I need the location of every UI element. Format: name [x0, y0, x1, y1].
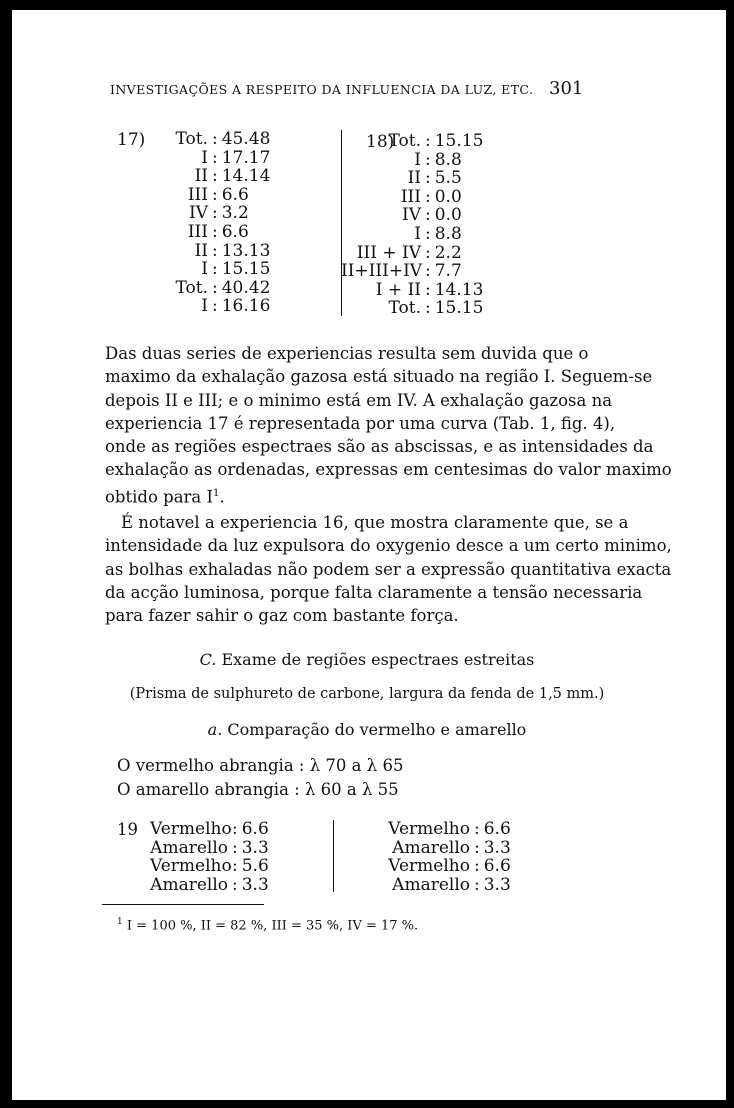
table-row — [150, 876, 302, 895]
row-value: 3.3 — [241, 874, 269, 895]
experiment-18-number: 18) — [366, 132, 395, 152]
row-value: 13.13 — [221, 240, 271, 261]
row-separator: : — [425, 223, 431, 244]
table-row — [341, 299, 515, 318]
row-value: 3.3 — [483, 874, 511, 895]
row-value: 5.5 — [434, 168, 462, 189]
row-label: II — [194, 166, 208, 187]
table-divider — [333, 820, 334, 892]
row-label: I — [414, 223, 421, 244]
paragraph-line: depois II e III; e o minimo está em IV. A exhalação gazosa na — [105, 390, 613, 410]
table-row — [341, 206, 515, 225]
row-label: Amarello — [150, 874, 228, 895]
paragraph-line: maximo da exhalação gazosa está situado na região I. Seguem-se — [105, 367, 653, 387]
row-separator: : — [425, 242, 431, 263]
row-value: 8.8 — [434, 223, 462, 244]
paragraph-line: exhalação as ordenadas, expressas em centesimas do valor maximo — [105, 460, 672, 480]
row-separator: : — [212, 147, 218, 168]
row-label: II — [407, 168, 421, 189]
row-label: Amarello — [392, 874, 470, 895]
section-subtitle: (Prisma de sulphureto de carbone, largura da fenda de 1,5 mm.) — [129, 686, 605, 702]
row-separator: : — [212, 240, 218, 261]
row-separator: : — [232, 856, 238, 877]
row-label: II — [194, 240, 208, 261]
row-separator: : — [212, 296, 218, 317]
row-value: 6.6 — [221, 221, 249, 242]
footnote — [117, 917, 418, 933]
table-row — [341, 132, 515, 151]
row-value: 0.0 — [434, 186, 462, 207]
table-row — [384, 876, 544, 895]
row-value: 6.6 — [241, 819, 269, 839]
row-value: 17.17 — [221, 147, 271, 168]
paragraph-line: para fazer sahir o gaz com bastante força. — [105, 606, 459, 626]
row-separator: : — [425, 186, 431, 207]
row-separator: : — [474, 856, 480, 877]
row-separator: : — [425, 298, 431, 319]
row-separator: : — [232, 874, 238, 895]
paragraph-last-line: obtido para $I^1$. — [105, 487, 225, 507]
row-label: Vermelho — [388, 856, 470, 877]
row-label: III — [187, 221, 208, 242]
paragraph-line: as bolhas exhaladas não podem ser a expressão quantitativa exacta — [105, 559, 672, 579]
row-separator: : — [474, 819, 480, 839]
table-row — [160, 204, 302, 223]
footnote-text: I = 100 %, II = 82 %, III = 35 %, IV = 17 %. — [126, 918, 419, 934]
range-red: O vermelho abrangia : λ 70 a λ 65 — [117, 756, 404, 775]
row-separator: : — [425, 261, 431, 282]
row-separator: : — [232, 819, 238, 839]
row-label: Amarello — [150, 837, 228, 858]
experiment-19-left-table — [150, 820, 302, 894]
table-row — [384, 839, 544, 858]
row-label: Vermelho — [150, 856, 232, 877]
table-row — [160, 297, 302, 316]
footnote-reference: 1 — [213, 487, 220, 499]
row-value: 7.7 — [434, 261, 462, 282]
paragraph-line: É notavel a experiencia 16, que mostra claramente que, se a — [121, 513, 629, 532]
row-value: 6.6 — [483, 856, 511, 877]
table-row — [384, 857, 544, 876]
paragraph-2 — [105, 511, 672, 627]
row-separator: : — [425, 168, 431, 189]
row-label: I + II — [375, 279, 421, 300]
row-label: I — [414, 149, 421, 170]
table-row — [160, 130, 302, 149]
paragraph-line: da acção luminosa, porque falta claramente a tensão necessaria — [105, 582, 643, 602]
row-value: 14.14 — [221, 166, 271, 187]
section-heading: C. Exame de regiões espectraes estreitas — [199, 650, 535, 669]
paragraph-line: intensidade da luz expulsora do oxygenio desce a um certo minimo, — [105, 536, 672, 556]
row-separator: : — [474, 837, 480, 858]
experiment-19-right-table — [384, 820, 544, 894]
row-value: 15.15 — [221, 259, 271, 280]
row-label: I — [201, 296, 208, 317]
row-value: 6.6 — [483, 819, 511, 839]
row-value: 16.16 — [221, 296, 271, 317]
table-row — [341, 262, 515, 281]
table-row — [160, 279, 302, 298]
row-separator: : — [212, 277, 218, 298]
paragraph-line: experiencia 17 é representada por uma curva (Tab. 1, fig. 4), — [105, 413, 616, 433]
row-value: 0.0 — [434, 205, 462, 226]
paragraph-1 — [105, 342, 672, 507]
row-separator: : — [474, 874, 480, 895]
footnote-rule — [102, 904, 264, 905]
row-value: 2.2 — [434, 242, 462, 263]
table-row — [384, 820, 544, 839]
table-row — [160, 242, 302, 261]
row-label: IV — [402, 205, 421, 226]
row-value: 8.8 — [434, 149, 462, 170]
row-separator: : — [232, 837, 238, 858]
row-value: 15.15 — [434, 298, 484, 319]
table-row — [341, 151, 515, 170]
row-separator: : — [212, 166, 218, 187]
row-separator: : — [425, 131, 431, 151]
paragraph-line: onde as regiões espectraes são as abscissas, e as intensidades da — [105, 437, 654, 457]
row-value: 15.15 — [434, 131, 484, 151]
row-label: III — [187, 184, 208, 205]
row-value: 14.13 — [434, 279, 484, 300]
table-row — [160, 167, 302, 186]
paragraph-line: Das duas series de experiencias resulta sem duvida que o — [105, 344, 589, 363]
row-separator: : — [425, 279, 431, 300]
row-value: 3.3 — [241, 837, 269, 858]
table-row — [341, 244, 515, 263]
row-label: III — [400, 186, 421, 207]
row-separator: : — [212, 203, 218, 224]
table-row — [150, 820, 302, 839]
experiment-17-table — [160, 130, 302, 316]
row-label: Vermelho — [150, 819, 232, 839]
row-label: Tot. — [175, 277, 208, 298]
row-label: III + IV — [356, 242, 421, 263]
row-separator: : — [425, 149, 431, 170]
table-row — [160, 149, 302, 168]
row-value: 5.6 — [241, 856, 269, 877]
row-value: 6.6 — [221, 184, 249, 205]
row-separator: : — [212, 129, 218, 149]
table-row — [341, 281, 515, 300]
row-separator: : — [212, 221, 218, 242]
table-row — [160, 260, 302, 279]
subsection-heading: a. Comparação do vermelho e amarello — [207, 720, 527, 739]
row-label: Tot. — [388, 131, 421, 151]
range-yellow: O amarello abrangia : λ 60 a λ 55 — [117, 780, 399, 799]
row-label: Tot. — [388, 298, 421, 319]
row-label: I — [201, 147, 208, 168]
row-label: I — [201, 259, 208, 280]
table-row — [160, 223, 302, 242]
row-separator: : — [212, 184, 218, 205]
table-row — [341, 169, 515, 188]
row-label: IV — [189, 203, 208, 224]
page-number: 301 — [549, 78, 584, 99]
row-label: Vermelho — [388, 819, 470, 839]
experiment-17-number: 17) — [117, 130, 146, 150]
row-label: Amarello — [392, 837, 470, 858]
row-value: 40.42 — [221, 277, 271, 298]
experiment-18-table — [341, 132, 515, 318]
running-title: INVESTIGAÇÕES A RESPEITO DA INFLUENCIA DA LUZ, ETC. — [110, 82, 534, 97]
row-value: 3.3 — [483, 837, 511, 858]
row-separator: : — [212, 259, 218, 280]
row-label: II+III+IV — [341, 261, 423, 282]
table-row — [341, 225, 515, 244]
row-value: 3.2 — [221, 203, 249, 224]
table-row — [150, 857, 302, 876]
experiment-19-number: 19 — [117, 820, 138, 839]
row-separator: : — [425, 205, 431, 226]
row-value: 45.48 — [221, 129, 271, 149]
table-row — [341, 188, 515, 207]
table-row — [160, 186, 302, 205]
row-label: Tot. — [175, 129, 208, 149]
table-row — [150, 839, 302, 858]
footnote-marker: 1 — [117, 917, 123, 927]
